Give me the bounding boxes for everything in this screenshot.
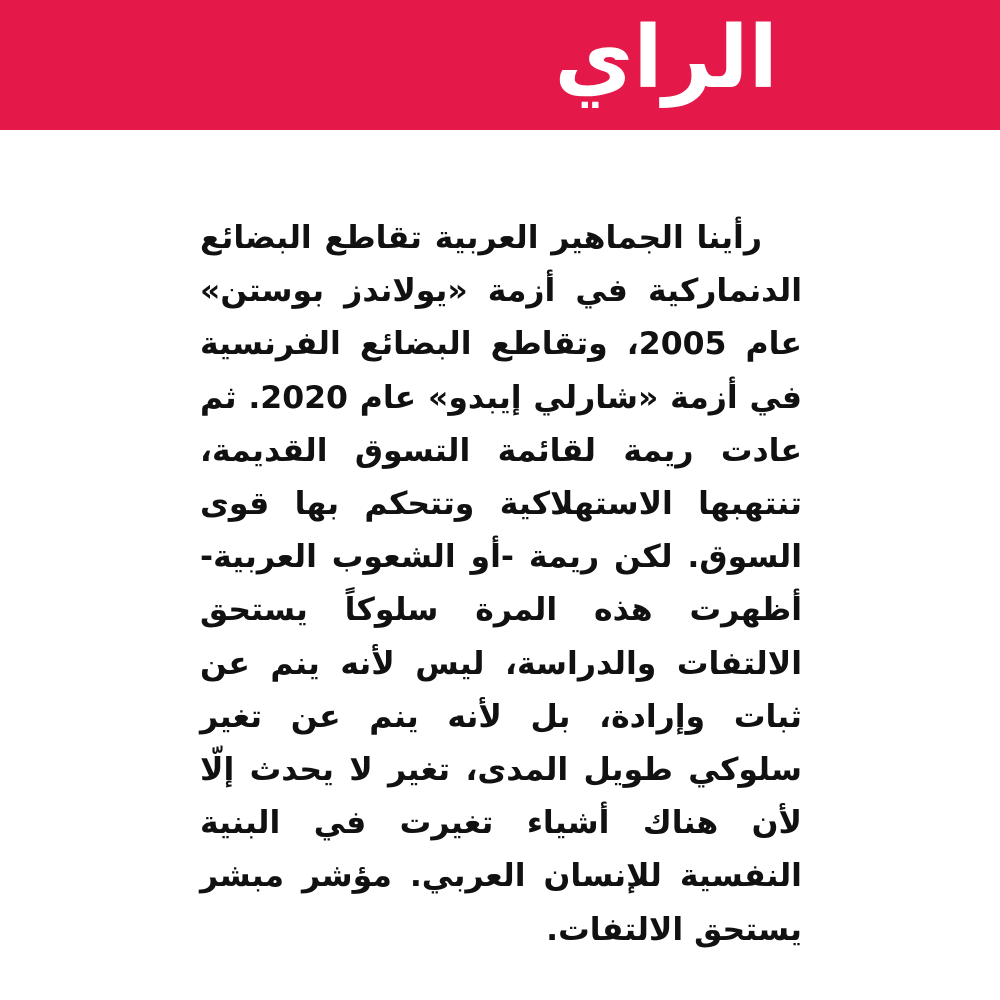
article-paragraph: رأينا الجماهير العربية تقاطع البضائع الدنماركية في أزمة «يولاندز بوستن» عام 2005، وتقاطع البضائع الفرنسية في أزمة «شارلي إيبدو» عام 2020. ثم عادت ريمة لقائمة التسوق القديمة، تنتهبها الاستهلاكية وتتحكم بها قوى السوق. لكن ريمة -أو الشعوب العربية- أظهرت هذه المرة سلوكاً يستحق الالتفات والدراسة، ليس لأنه ينم عن ثبات وإرادة، بل لأنه ينم عن تغير سلوكي طويل المدى، تغير لا يحدث إلّا لأن هناك أشياء تغيرت في البنية النفسية للإنسان العربي. مؤشر مبشر يستحق الالتفات. bbox=[200, 220, 802, 948]
article bbox=[200, 212, 802, 948]
logo[interactable]: الراي bbox=[554, 8, 778, 108]
header-bar bbox=[0, 0, 1000, 130]
